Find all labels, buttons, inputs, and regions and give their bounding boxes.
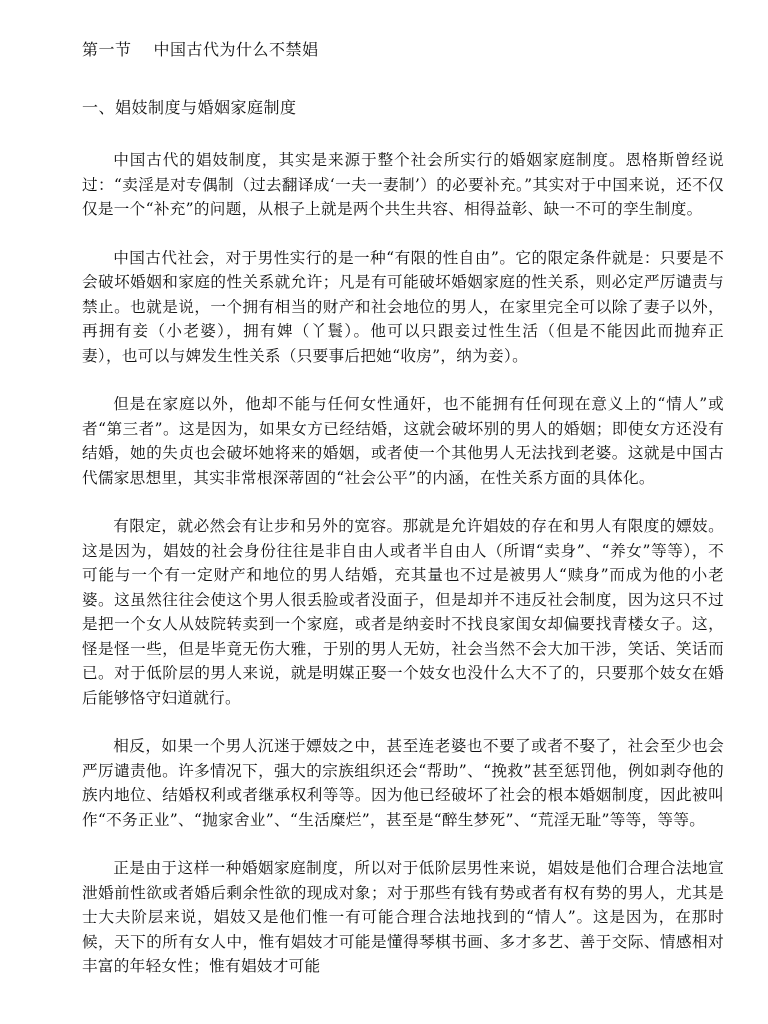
paragraph: 相反，如果一个男人沉迷于嫖妓之中，甚至连老婆也不要了或者不娶了，社会至少也会严厉谴责他。许多情况下，强大的宗族组织还会“帮助”、“挽救”甚至惩罚他，例如剥夺他的族内地位、结婚权利或者继承权利等等。因为他已经破坏了社会的根本婚姻制度，因此被叫作“不务正业”、“抛家舍业”、“生活糜烂”，甚至是“醉生梦死”、“荒淫无耻”等等，等等。 (82, 737, 724, 829)
section-heading: 中国古代为什么不禁娼 (153, 40, 319, 59)
paragraph: 中国古代的娼妓制度，其实是来源于整个社会所实行的婚姻家庭制度。恩格斯曾经说过：“卖淫是对专偶制（过去翻译成‘一夫一妻制’）的必要补充。”其实对于中国来说，还不仅仅是一个“补充”的问题，从根子上就是两个共生共容、相得益彰、缺一不可的孪生制度。 (82, 151, 724, 218)
paragraph: 正是由于这样一种婚姻家庭制度，所以对于低阶层男性来说，娼妓是他们合理合法地宣泄婚前性欲或者婚后剩余性欲的现成对象；对于那些有钱有势或者有权有势的男人，尤其是士大夫阶层来说，娼妓又是他们惟一有可能合理合法地找到的“情人”。这是因为，在那时候，天下的所有女人中，惟有娼妓才可能是懂得琴棋书画、多才多艺、善于交际、情感相对丰富的年轻女性；惟有娼妓才可能 (82, 859, 724, 975)
paragraph: 中国古代社会，对于男性实行的是一种“有限的性自由”。它的限定条件就是：只要是不会破坏婚姻和家庭的性关系就允许；凡是有可能破坏婚姻家庭的性关系，则必定严厉谴责与禁止。也就是说，一个拥有相当的财产和社会地位的男人，在家里完全可以除了妻子以外，再拥有妾（小老婆），拥有婢（丫鬟）。他可以只跟妾过性生活（但是不能因此而抛弃正妻），也可以与婢发生性关系（只要事后把她“收房”，纳为妾）。 (82, 248, 724, 365)
paragraph: 但是在家庭以外，他却不能与任何女性通奸，也不能拥有任何现在意义上的“情人”或者“第三者”。这是因为，如果女方已经结婚，这就会破坏别的男人的婚姻；即使女方还没有结婚，她的失贞也会破坏她将来的婚姻，或者使一个其他男人无法找到老婆。这就是中国古代儒家思想里，其实非常根深蒂固的“社会公平”的内涵，在性关系方面的具体化。 (82, 395, 724, 487)
paragraph: 有限定，就必然会有让步和另外的宽容。那就是允许娼妓的存在和男人有限度的嫖妓。这是因为，娼妓的社会身份往往是非自由人或者半自由人（所谓“卖身”、“养女”等等），不可能与一个有一定财产和地位的男人结婚，充其量也不过是被男人“赎身”而成为他的小老婆。这虽然往往会使这个男人很丢脸或者没面子，但是却并不违反社会制度，因为这只不过是把一个女人从妓院转卖到一个家庭，或者是纳妾时不找良家闺女却偏要找青楼女子。这，怪是怪一些，但是毕竟无伤大雅，于别的男人无妨，社会当然不会大加干涉，笑话、笑话而已。对于低阶层的男人来说，就是明媒正娶一个妓女也没什么大不了的，只要那个妓女在婚后能够恪守妇道就行。 (82, 517, 724, 707)
section-title (82, 40, 724, 60)
section-number: 第一节 (82, 40, 132, 59)
subsection-title: 一、娼妓制度与婚姻家庭制度 (82, 98, 297, 117)
